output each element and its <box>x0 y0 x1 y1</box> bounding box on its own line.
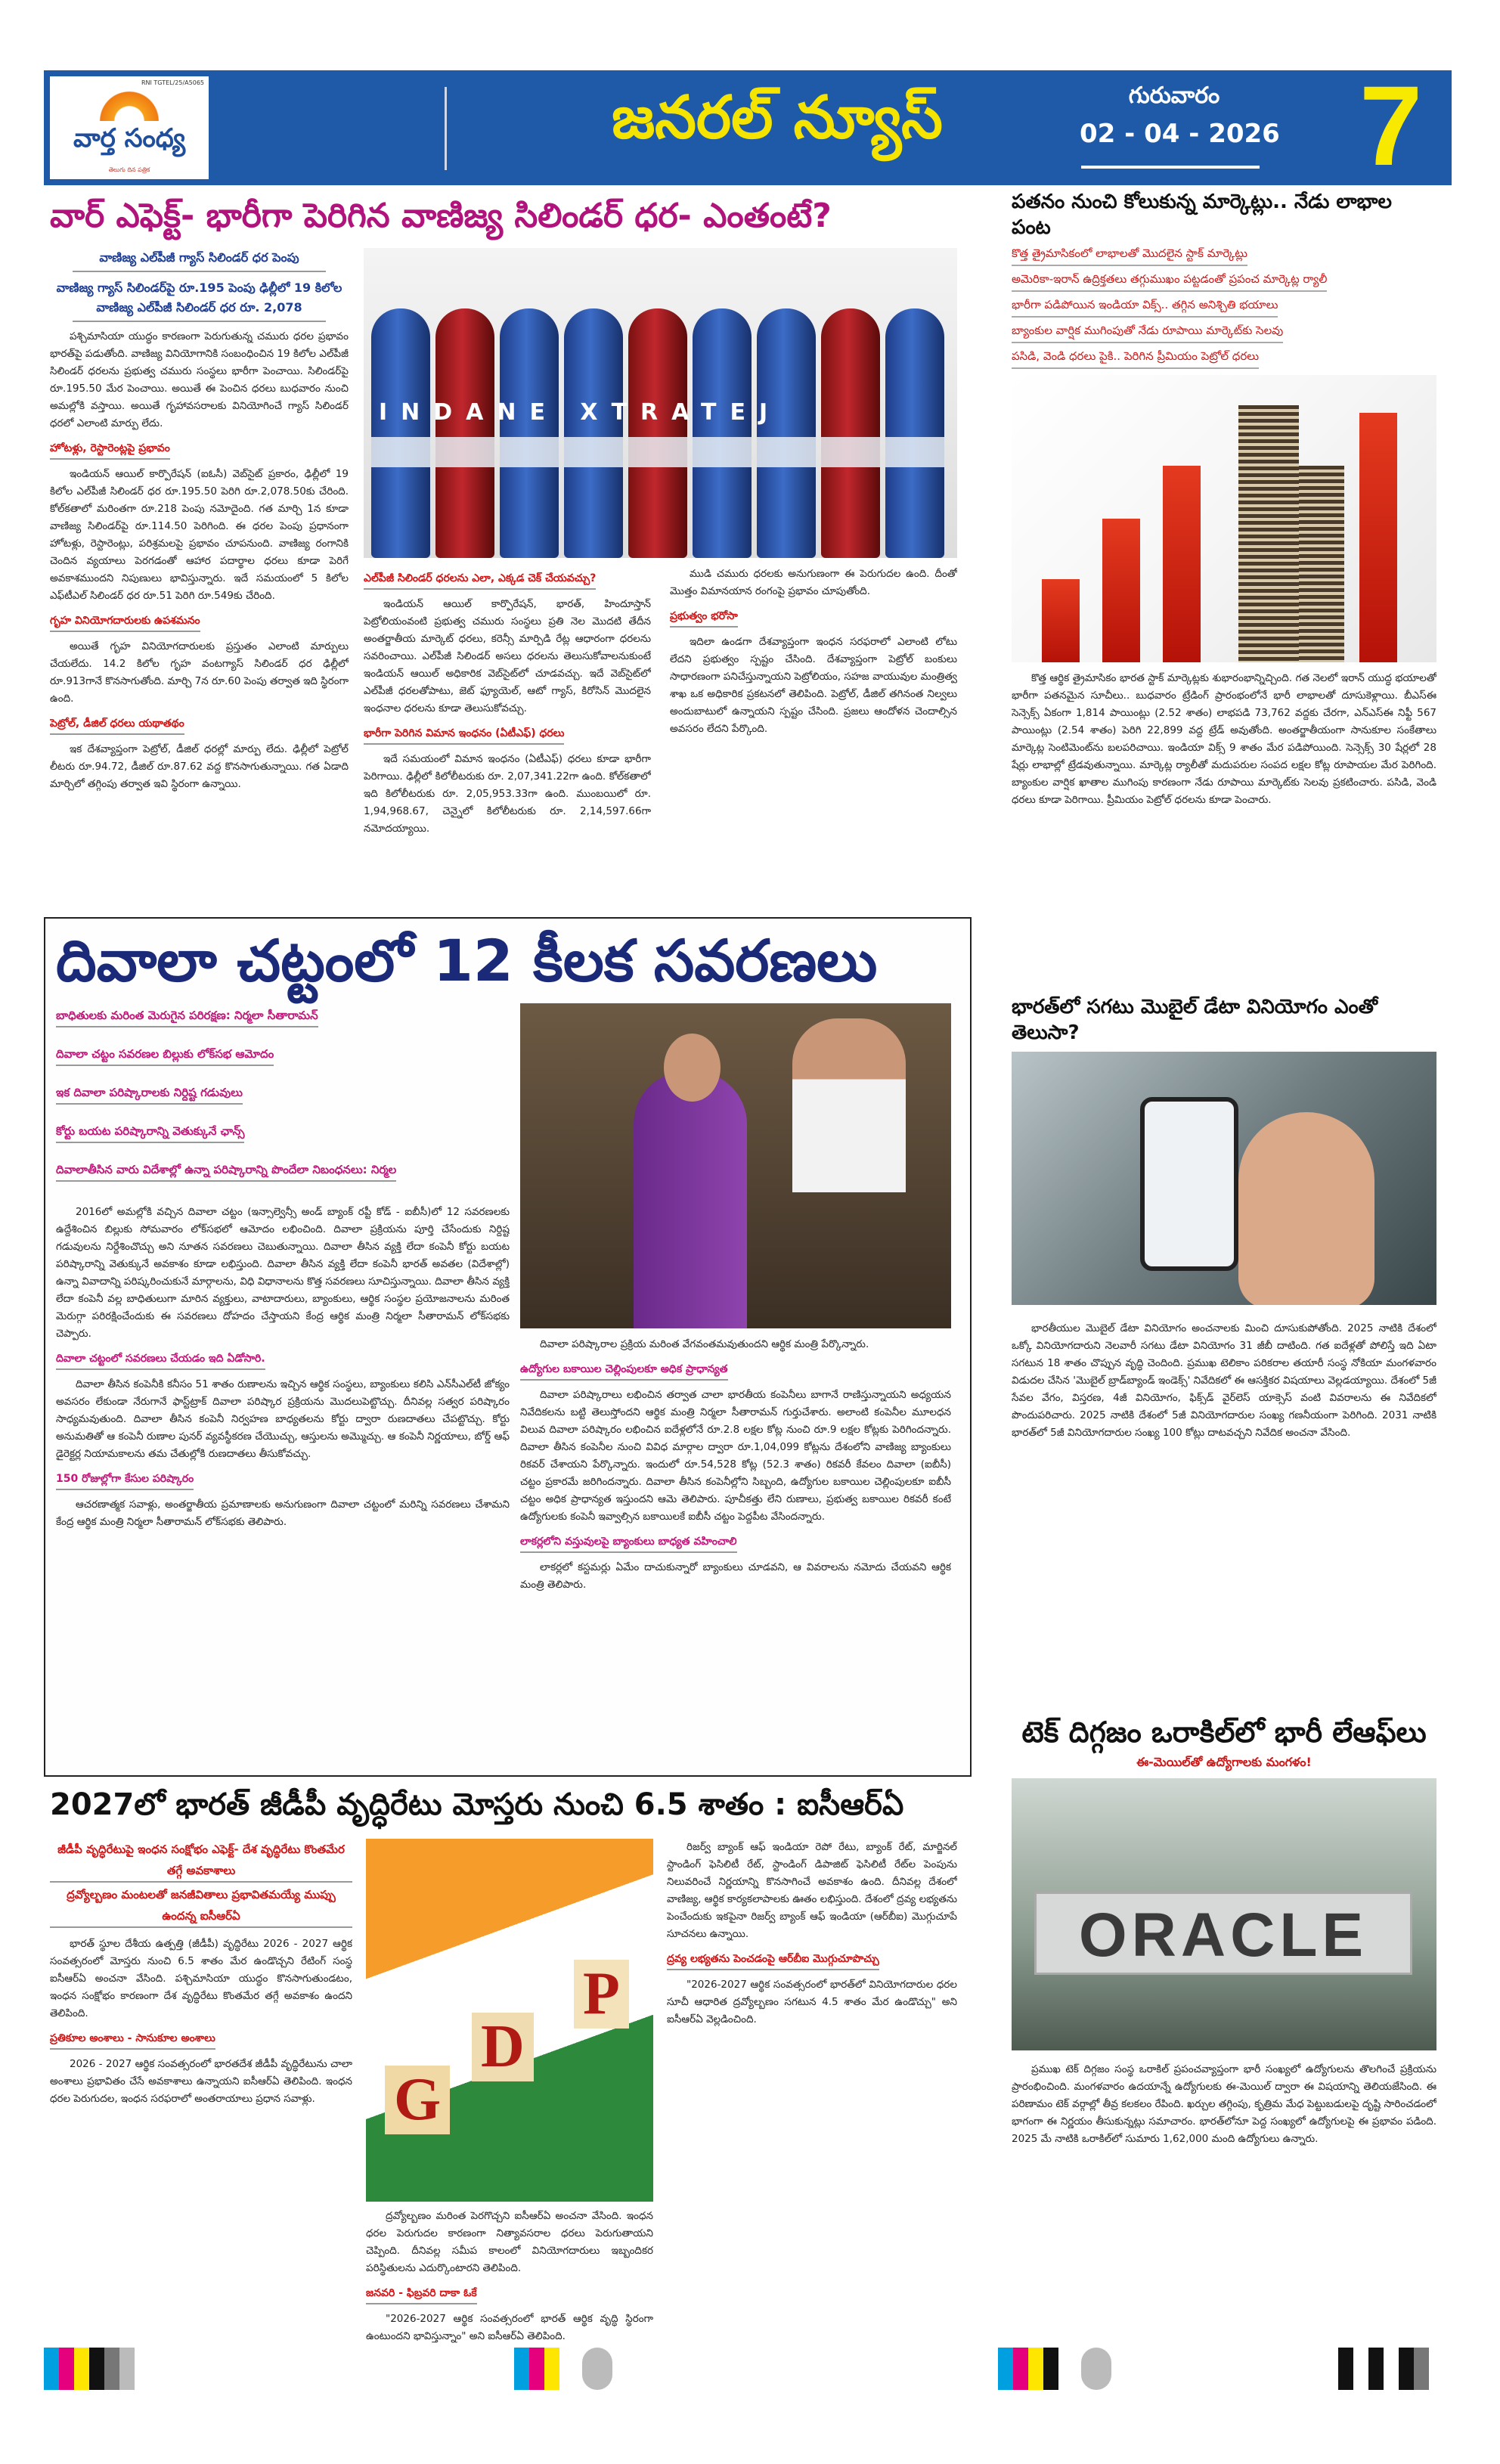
subheading: బాధితులకు మరింత మెరుగైన పరిరక్షణ: నిర్మలా సీతారామన్ <box>56 1003 318 1027</box>
insolvency-column-right <box>520 1336 951 1765</box>
subheading: ఉద్యోగుల బకాయిల చెల్లింపులకూ అధిక ప్రాధాన్యత <box>520 1361 728 1381</box>
arrow-bar-icon <box>1042 579 1080 662</box>
gas-cylinders-photo <box>364 248 957 558</box>
subheading: దివాలా చట్టంలో సవరణలు చేయడం ఇది ఏడోసారి. <box>56 1350 265 1370</box>
logo-name: వార్త సంధ్య <box>73 123 186 153</box>
color-registration-bar <box>998 2348 1111 2390</box>
paragraph: అయితే గృహ వినియోగదారులకు ప్రస్తుతం ఎలాంటి మార్పులు చేయలేదు. 14.2 కిలోల గృహ వంటగ్యాస్ సిలిండర్ ధర ఢిల్లీలో రూ.913గానే కొనసాగుతోంది. మార్చి 7న రూ.60 పెంపు తర్వాత ఇది స్థిరంగా ఉంది. <box>50 640 349 705</box>
member-figure-icon <box>792 1018 906 1192</box>
speaker-head-icon <box>664 1034 721 1102</box>
subheading: ద్రవ్య లభ్యతను పెంచడంపై ఆర్‌బీఐ మొగ్గుచూపొచ్చు <box>667 1951 879 1970</box>
markets-body <box>1012 670 1436 983</box>
paragraph: దివాలా తీసిన కంపెనీకి కనీసం 51 శాతం రుణాలను ఇచ్చిన ఆర్థిక సంస్థలు, బ్యాంకులు కలిసి ఎన్‌సీఎల్‌టీ జోక్యం అవసరం లేకుండా నేరుగానే ఫాస్ట్‌ట్రాక్ దివాలా పరిష్కార ప్రక్రియను మొదలుపెట్టొచ్చు. దీనివల్ల సత్వర పరిష్కారం సాధ్యమవుతుంది. దివాలా తీసిన కంపెనీ నిర్వహణ బాధ్యతలను కోర్టు ద్వారా రుణదాతలు చేపట్టొచ్చు. కోర్టు అనుమతితో ఆ కంపెనీ రుణాల పునర్ వ్యవస్థీకరణ చేయొచ్చు, ఆస్తులను అమ్మొచ్చు. ఆ కంపెనీ నిర్ణయాలు, బోర్డ్ ఆఫ్ డైరెక్టర్ల నియామకాలను తమ చేతుల్లోకి రుణదాతలు తీసుకోవచ్చు. <box>56 1378 510 1460</box>
smartphone-photo <box>1012 1052 1436 1305</box>
paragraph: ఇదే సమయంలో విమాన ఇంధనం (ఏటీఎఫ్) ధరలు కూడా భారీగా పెరిగాయి. ఢిల్లీలో కిలోలీటరుకు రూ. 2,07,341.22గా ఉంది. కోల్‌కతాలో ఇది కిలోలీటరుకు రూ. 2,05,953.33గా ఉంది. ముంబయిలో రూ. 1,94,968.67, చెన్నైలో కిలోలీటరుకు రూ. 2,14,597.66గా నమోదయ్యాయి. <box>364 753 651 835</box>
gdp-headline: 2027లో భారత్ జీడీపీ వృద్ధిరేటు మోస్తరు నుంచి 6.5 శాతం : ఐసీఆర్ఏ <box>50 1787 904 1822</box>
paragraph: ఇండియన్ ఆయిల్ కార్పొరేషన్ (ఐఓసీ) వెబ్‌సైట్ ప్రకారం, ఢిల్లీలో 19 కిలోల ఎల్‌పీజీ సిలిండర్ ధర రూ.195.50 పెరిగి రూ.2,078.50కు చేరింది. కోల్‌కతాలో మరింతగా రూ.218 పెంపు నమోదైంది. గత మార్చి 1న కూడా వాణిజ్య సిలిండర్‌పై రూ.114.50 పెరిగింది. ఈ ధరల పెంపు ప్రధానంగా హోటళ్లు, రెస్టారెంట్లు, పరిశ్రమలపై ప్రభావం చూపనుంది. వాణిజ్య రంగానికి చెందిన వ్యయాలు పెరగడంతో ఆహార పదార్థాల ధరలు కూడా పెరిగే అవకాశముందని నిపుణులు భావిస్తున్నారు. ఇదే సమయంలో 5 కిలోల ఎఫ్‌టీఎల్ సిలిండర్ ధర రూ.51 పెరిగి రూ.549కు చేరింది. <box>50 468 349 602</box>
subheading: భారీగా పడిపోయిన ఇండియా విక్స్.. తగ్గిన అనిశ్చితి భయాలు <box>1012 292 1278 318</box>
oracle-subhead: ఈ-మెయిల్‌తో ఉద్యోగాలకు మంగళం! <box>1136 1755 1312 1769</box>
section-title: జనరల్ న్యూస్ <box>612 84 943 152</box>
hand-icon <box>1238 1112 1374 1305</box>
mobile-body <box>1012 1320 1436 1705</box>
oracle-office-photo <box>1012 1778 1436 2050</box>
paragraph: 2026 - 2027 ఆర్థిక సంవత్సరంలో భారతదేశ జీడీపీ వృద్ధిరేటును చాలా అంశాలు ప్రభావితం చేసే అవకాశాలు ఉన్నాయని ఐసీఆర్ఏ తెలిపింది. ఇంధన ధరల పెరుగుదల, ఇంధన సరఫరాలో అంతరాయాలు ప్రధాన సవాళ్లు. <box>50 2058 352 2105</box>
gdp-column-2 <box>366 2208 653 2344</box>
deck-rule <box>73 321 326 322</box>
paragraph: ముడి చమురు ధరలకు అనుగుణంగా ఈ పెరుగుదల ఉంది. దీంతో మొత్తం విమానయాన రంగంపై ప్రభావం చూపుతోంది. <box>670 568 957 597</box>
insolvency-left <box>56 1003 510 1765</box>
lpg-column-1 <box>50 328 349 910</box>
subheading: కొత్త త్రైమాసికంలో లాభాలతో మొదలైన స్టాక్ మార్కెట్లు <box>1012 240 1247 266</box>
markets-subheads <box>1012 240 1436 369</box>
subheading: కోర్టు బయట పరిష్కారాన్ని వెతుక్కునే ఛాన్స్ <box>56 1119 244 1143</box>
oracle-story <box>1012 1715 1436 2338</box>
insolvency-column-left <box>56 1204 510 1765</box>
newspaper-logo <box>50 76 209 179</box>
oracle-body <box>1012 2061 1436 2338</box>
paragraph: పశ్చిమాసియా యుద్ధం కారణంగా పెరుగుతున్న చమురు ధరల ప్రభావం భారత్‌పై పడుతోంది. వాణిజ్య వినియోగానికి సంబంధించిన 19 కిలోల ఎల్‌పీజీ సిలిండర్ ధరలను ప్రభుత్వ చమురు సంస్థలు భారీగా పెంచాయి. సిలిండర్‌పై రూ.195.50 మేర పెంచాయి. అయితే ఈ పెంచిన ధరలు బుధవారం నుంచి అమల్లోకి వస్తాయి. అయితే గృహావసరాలకు వినియోగించే గ్యాస్ సిలిండర్ ధరలో ఎలాంటి మార్పు లేదు. <box>50 330 349 429</box>
insolvency-story-box <box>44 917 972 1777</box>
weekday: గురువారం <box>1128 82 1220 109</box>
subheading: ఎల్‌పీజీ సిలిండర్ ధరలను ఎలా, ఎక్కడ చెక్ చేయవచ్చు? <box>364 570 596 590</box>
finance-minister-photo <box>520 1003 951 1328</box>
color-registration-bar <box>1338 2348 1429 2390</box>
subheading: లాకర్లలోని వస్తువులపై బ్యాంకులు బాధ్యత వహించాలి <box>520 1533 737 1553</box>
paragraph: ఇండియన్ ఆయిల్ కార్పొరేషన్, భారత్, హిందూస్తాన్ పెట్రోలియంవంటి ప్రభుత్వ చమురు సంస్థలు ప్రతి నెల మొదటి తేదీన అంతర్జాతీయ మార్కెట్ ధరలు, కరెన్సీ మార్పిడి రేట్ల ఆధారంగా ధరలను సవరించాయి. ఎల్‌పీజీ సిలిండర్ అసలు ధరలను తెలుసుకోవాలనుకుంటే ఇండియన్ ఆయిల్ అధికారిక వెబ్‌సైట్‌లో చూడవచ్చు. ఇదే వెబ్‌సైట్‌లో ఎల్‌పీజీ ధరలతోపాటు, జెట్ ఫ్యూయెల్, ఆటో గ్యాస్, కిరోసిన్ మొదలైన ఇంధనాల ధరలను కూడా తెలుసుకోవచ్చు. <box>364 598 651 714</box>
paragraph: ద్రవ్యోల్బణం మరింత పెరగొచ్చని ఐసీఆర్ఏ అంచనా వేసింది. ఇంధన ధరల పెరుగుదల కారణంగా నిత్యావసరాల ధరలు పెరుగుతాయని చెప్పింది. దీనివల్ల సమీప కాలంలో వినియోగదారులు ఇబ్బందికర పరిస్థితులను ఎదుర్కొంటారని తెలిపింది. <box>366 2210 653 2274</box>
paragraph: "2026-2027 ఆర్థిక సంవత్సరంలో భారత్ ఆర్థిక వృద్ధి స్థిరంగా ఉంటుందని భావిస్తున్నాం" అని ఐసీఆర్ఏ తెలిపింది. <box>366 2313 653 2342</box>
mobile-heads <box>1012 994 1436 1046</box>
lpg-decks <box>50 248 349 328</box>
subheading: హోటళ్లు, రెస్టారెంట్లపై ప్రభావం <box>50 440 170 460</box>
oracle-sign: ORACLE <box>1034 1892 1412 1975</box>
subheading: దివాలా చట్టం సవరణల బిల్లుకు లోక్‌సభ ఆమోదం <box>56 1042 274 1066</box>
paragraph: ప్రముఖ టెక్ దిగ్గజం సంస్థ ఒరాకిల్ ప్రపంచవ్యాప్తంగా భారీ సంఖ్యలో ఉద్యోగులను తొలగించే ప్రక్రియను ప్రారంభించింది. మంగళవారం ఉదయాన్నే ఉద్యోగులకు ఈ-మెయిల్ ద్వారా ఈ విషయాన్ని తెలియజేసింది. ఈ పరిణామం టెక్ వర్గాల్లో తీవ్ర కలకలం రేపింది. ఖర్చుల తగ్గింపు, కృత్రిమ మేధ పెట్టుబడులపై దృష్టి సారించడంలో భాగంగా ఈ నిర్ణయం తీసుకున్నట్లు సమాచారం. భారత్‌లోనూ పెద్ద సంఖ్యలో ఉద్యోగులపై ఈ ప్రభావం పడింది. 2025 మే నాటికి ఒరాకిల్‌లో సుమారు 1,62,000 మంది ఉద్యోగులు ఉన్నారు. <box>1012 2063 1436 2145</box>
header-divider <box>445 87 447 170</box>
lpg-body <box>50 248 957 910</box>
building-icon <box>1299 466 1344 662</box>
cylinder-brand-label: INDANE XTRATEJ <box>379 399 782 426</box>
markets-heads <box>1012 189 1436 369</box>
paragraph: దివాలా పరిష్కారాలు లభించిన తర్వాత చాలా భారతీయ కంపెనీలు బాగానే రాణిస్తున్నాయని అధ్యయన నివేదికలను బట్టి తెలుస్తోందని ఆర్థిక మంత్రి నిర్మలా సీతారామన్ గుర్తుచేశారు. అలాంటి కంపెనీల మూలధన విలువ దివాలా పరిష్కారం లభించిన ఐదేళ్లలోనే రూ.2.8 లక్షల కోట్ల నుంచి రూ.9 లక్షల కోట్లకు పెరిగిందన్నారు. దివాలా తీసిన కంపెనీల నుంచి వివిధ మార్గాల ద్వారా రూ.1,04,099 కోట్లను దేశంలోని వాణిజ్య బ్యాంకులు రికవర్ చేశాయని పేర్కొన్నారు. ఇందులో రూ.54,528 కోట్ల (52.3 శాతం) రికవరీ కేవలం దివాలా (ఐబీసీ) చట్టం ప్రకారమే జరిగిందన్నారు. దివాలా తీసిన కంపెనీల్లోని సిబ్బంది, ఉద్యోగుల బకాయిల చెల్లింపులకూ ఐబీసీ చట్టం అధిక ప్రాధాన్యత ఇస్తుందని ఆమె తెలిపారు. పూచీకత్తు లేని రుణాలు, ప్రభుత్వ బకాయిల రికవరీ కంటే ఉద్యోగులకు కంపెనీ ఇవ్వాల్సిన బకాయిలకే ఐబీసీ చట్టం పెద్దపీట వేసిందన్నారు. <box>520 1389 951 1523</box>
insolvency-right <box>520 1003 951 1765</box>
sun-logo-icon <box>95 87 163 121</box>
subheading: జీడీపీ వృద్ధిరేటుపై ఇంధన సంక్షోభం ఎఫెక్ట్- దేశ వృద్ధిరేటు కొంతమేర తగ్గే అవకాశాలు <box>50 1839 352 1883</box>
masthead <box>44 70 1452 185</box>
subheading: బ్యాంకుల వార్షిక ముగింపుతో నేడు రూపాయి మార్కెట్‌కు సెలవు <box>1012 318 1283 343</box>
arrow-bar-icon <box>1163 466 1201 662</box>
subheading: పసిడి, వెండి ధరలు పైకి.. పెరిగిన ప్రీమియం పెట్రోల్ ధరలు <box>1012 343 1259 369</box>
letter-block: D <box>472 2013 534 2081</box>
lpg-right <box>364 248 957 910</box>
paragraph: కొత్త ఆర్థిక త్రైమాసికం భారత స్టాక్ మార్కెట్లకు శుభారంభాన్నిచ్చింది. గత నెలలో ఇరాన్ యుద్ధ భయాలతో భారీగా పతనమైన సూచీలు.. బుధవారం ట్రేడింగ్ ప్రారంభంలోనే భారీ లాభాలతో దూసుకెళ్లాయి. బీఎస్ఈ సెన్సెక్స్ ఏకంగా 1,814 పాయింట్లు (2.52 శాతం) లాభపడి 73,762 వద్దకు చేరగా, ఎన్ఎస్ఈ నిఫ్టీ 567 పాయింట్లు (2.54 శాతం) పెరిగి 22,899 వద్ద ట్రేడ్ అవుతోంది. అంతర్జాతీయంగా సానుకూల సంకేతాలు మార్కెట్ల సెంటిమెంట్‌ను బలపరిచాయి. ఇండియా విక్స్ 9 శాతం మేర పడిపోయింది. సెన్సెక్స్ 30 షేర్లలో 28 షేర్లు లాభాల్లో ట్రేడవుతున్నాయి. మార్కెట్ల ర్యాలీతో మదుపరుల సంపద లక్షల కోట్ల రూపాయల మేర పెరిగింది. బ్యాంకుల వార్షిక ఖాతాల ముగింపు కారణంగా నేడు రూపాయి మార్కెట్‌కు సెలవు ప్రకటించారు. పసిడి, వెండి ధరలు కూడా పెరిగాయి. ప్రీమియం పెట్రోల్ ధరలను కూడా పెంచారు. <box>1012 672 1436 806</box>
subheading: భారీగా పెరిగిన విమాన ఇంధనం (ఏటీఎఫ్) ధరలు <box>364 725 564 745</box>
color-registration-bar <box>514 2348 612 2390</box>
insolvency-subheads <box>56 1003 510 1196</box>
lpg-column-3 <box>670 566 957 910</box>
subheading: గృహ వినియోగదారులకు ఉపశమనం <box>50 612 200 632</box>
letter-block: P <box>574 1960 629 2029</box>
gdp-story <box>50 1786 957 2344</box>
mobile-story <box>1012 994 1436 1705</box>
lpg-story <box>50 195 957 910</box>
registration-number: RNI TGTEL/25/A5065 <box>141 79 204 86</box>
subheading: 150 రోజుల్లోగా కేసుల పరిష్కారం <box>56 1471 194 1490</box>
oracle-heads <box>1012 1715 1436 1771</box>
subheading: దివాలాతీసిన వారు విదేశాల్లో ఉన్నా పరిష్కారాన్ని పొందేలా నిబంధనలు: నిర్మల <box>56 1158 396 1182</box>
paragraph: ఇక దేశవ్యాప్తంగా పెట్రోల్, డీజిల్ ధరల్లో మార్పు లేదు. ఢిల్లీలో పెట్రోల్ లీటరు రూ.94.72, డీజిల్ రూ.87.62 వద్ద కొనసాగుతున్నాయి. గత ఏడాది మార్చిలో తగ్గింపు తర్వాత ఇవి స్థిరంగా ఉన్నాయి. <box>50 743 349 790</box>
markets-story <box>1012 189 1436 983</box>
subheading: జనవరి - ఫిబ్రవరి దాకా ఓకే <box>366 2285 477 2304</box>
issue-date: 02 - 04 - 2026 <box>1080 119 1280 149</box>
gdp-flag-photo <box>366 1839 653 2202</box>
paragraph: "2026-2027 ఆర్థిక సంవత్సరంలో భారత్‌లో వినియోగదారుల ధరల సూచీ ఆధారిత ద్రవ్యోల్బణం సగటున 4.5 శాతం మేర ఉండొచ్చు" అని ఐసీఆర్ఏ వెల్లడించింది. <box>667 1979 957 2025</box>
lpg-deck: వాణిజ్య ఎల్‌పీజీ గ్యాస్ సిలిండర్ ధర పెంపు <box>99 250 299 265</box>
insolvency-body <box>56 1003 959 1765</box>
subheading: పెట్రోల్, డీజిల్ ధరలు యథాతథం <box>50 715 184 735</box>
subheading: ప్రభుత్వం భరోసా <box>670 608 738 628</box>
gdp-decks <box>50 1839 352 1929</box>
paragraph: ఆచరణాత్మక సవాళ్లు, అంతర్జాతీయ ప్రమాణాలకు అనుగుణంగా దివాలా చట్టంలో మరిన్ని సవరణలు చేశామని కేంద్ర ఆర్థిక మంత్రి నిర్మలా సీతారామన్ లోక్‌సభకు తెలిపారు. <box>56 1499 510 1528</box>
color-registration-bar <box>44 2348 135 2390</box>
paragraph: దివాలా పరిష్కారాల ప్రక్రియ మరింత వేగవంతమవుతుందని ఆర్థిక మంత్రి పేర్కొన్నారు. <box>540 1338 869 1350</box>
page-number: 7 <box>1359 70 1423 185</box>
gdp-column-1 <box>50 1936 352 2344</box>
date-underline <box>1081 166 1260 169</box>
markets-headline: పతనం నుంచి కోలుకున్న మార్కెట్లు.. నేడు లాభాల పంట <box>1012 191 1392 239</box>
paragraph: లాకర్లలో కస్టమర్లు ఏమేం దాచుకున్నారో బ్యాంకులు చూడవని, ఆ వివరాలను నమోదు చేయవని ఆర్థిక మంత్రి తెలిపారు. <box>520 1561 951 1591</box>
building-icon <box>1238 405 1299 662</box>
lpg-left <box>50 248 349 910</box>
paragraph: భారత్ స్థూల దేశీయ ఉత్పత్తి (జీడీపీ) వృద్ధిరేటు 2026 - 2027 ఆర్థిక సంవత్సరంలో మోస్తరు నుంచి 6.5 శాతం మేర ఉండొచ్చని రేటింగ్ సంస్థ ఐసీఆర్ఏ అంచనా వేసింది. పశ్చిమాసియా యుద్ధం కొనసాగుతుండటం, ఇంధన సంక్షోభం కారణంగా దేశ వృద్ధిరేటు కొంతమేర తగ్గే అవకాశం ఉందని తెలిపింది. <box>50 1938 352 2019</box>
lpg-deck: వాణిజ్య గ్యాస్ సిలిండర్‌పై రూ.195 పెంపు ఢిల్లీలో 19 కిలోల వాణిజ్య ఎల్‌పీజీ సిలిండర్ ధర రూ. 2,078 <box>56 280 342 315</box>
gdp-middle <box>366 1839 653 2344</box>
gdp-column-3 <box>667 1839 957 2344</box>
gdp-body <box>50 1839 957 2344</box>
paragraph: రిజర్వ్ బ్యాంక్ ఆఫ్ ఇండియా రెపో రేటు, బ్యాంక్ రేట్, మార్జినల్ స్టాండింగ్ ఫెసిలిటీ రేట్, స్టాండింగ్ డిపాజిట్ ఫెసిలిటీ రేట్‌ల పెంపును నిలువరించే నిర్ణయాన్ని కొనసాగించే అవకాశం ఉంది. దీనివల్ల దేశంలో వాణిజ్య, ఆర్థిక కార్యకలాపాలకు ఊతం లభిస్తుంది. దేశంలో ద్రవ్య లభ్యతను పెంచేందుకు ఇకపైనా రిజర్వ్ బ్యాంక్ ఆఫ్ ఇండియా (ఆర్‌బీఐ) మొగ్గుచూపే సూచనలు ఉన్నాయి. <box>667 1841 957 1940</box>
lpg-lower-columns <box>364 566 957 910</box>
subheading: ఇక దివాలా పరిష్కారాలకు నిర్దిష్ట గడువులు <box>56 1080 243 1105</box>
insolvency-headline: దివాలా చట్టంలో 12 కీలక సవరణలు <box>56 927 878 994</box>
paragraph: 2016లో అమల్లోకి వచ్చిన దివాలా చట్టం (ఇన్సాల్వెన్సీ అండ్ బ్యాంక్ రప్టీ కోడ్ - ఐబీసీ)లో 12 సవరణలకు ఉద్దేశించిన బిల్లుకు సోమవారం లోక్‌సభలో ఆమోదం లభించింది. దివాలా ప్రక్రియను పూర్తి చేసేందుకు నిర్దిష్ట గడువులను నిర్దేశించొచ్చు అని నూతన సవరణలు చెబుతున్నాయి. దివాలా తీసిన వ్యక్తి లేదా కంపెనీ కోర్టు బయట పరిష్కారాన్ని వెతుక్కునే అవకాశం కూడా లభిస్తుంది. దివాలా తీసిన వ్యక్తి లేదా కంపెనీ భారత్ అవతల (విదేశాల్లో) ఉన్నా వివాదాన్ని పరిష్కరించుకునే మార్గాలను, విధి విధానాలను కొత్త సవరణలు సూచిస్తున్నాయి. దివాలా తీసిన వ్యక్తి లేదా కంపెనీ వల్ల బాధితులుగా మారిన వ్యక్తులు, వాటాదారులు, బ్యాంకులు, ఆర్థిక సంస్థల ప్రయోజనాలను మరింత మెరుగ్గా పరిరక్షించేందుకు ఈ సవరణలు దోహదం చేస్తాయని కేంద్ర ఆర్థిక మంత్రి నిర్మలా సీతారామన్ లోక్‌సభకు చెప్పారు. <box>56 1206 510 1340</box>
letter-block: G <box>385 2066 450 2134</box>
subheading: ప్రతికూల అంశాలు - సానుకూల అంశాలు <box>50 2030 215 2050</box>
arrow-bar-icon <box>1359 413 1397 662</box>
paragraph: ఇదిలా ఉండగా దేశవ్యాప్తంగా ఇంధన సరఫరాలో ఎలాంటి లోటు లేదని ప్రభుత్వం స్పష్టం చేసింది. దేశవ్యాప్తంగా పెట్రోల్ బంకులు సాధారణంగా పనిచేస్తున్నాయని పెట్రోలియం, సహజ వాయువుల మంత్రిత్వ శాఖ ఒక అధికారిక ప్రకటనలో తెలిపింది. పెట్రోల్, డీజిల్ తగినంత నిల్వలు అందుబాటులో ఉన్నాయని స్పష్టం చేసింది. ప్రజలు ఆందోళన చెందాల్సిన అవసరం లేదని పేర్కొంది. <box>670 636 957 735</box>
arrow-bar-icon <box>1102 519 1140 662</box>
logo-tagline: తెలుగు దిన పత్రిక <box>108 166 150 173</box>
lpg-column-2 <box>364 566 651 910</box>
speaker-figure-icon <box>634 1071 747 1328</box>
phone-icon <box>1140 1097 1238 1271</box>
gdp-left <box>50 1839 352 2344</box>
oracle-headline: టెక్ దిగ్గజం ఒరాకిల్‌లో భారీ లేఆఫ్‌లు <box>1021 1716 1427 1749</box>
mobile-headline: భారత్‌లో సగటు మొబైల్ డేటా వినియోగం ఎంతో తెలుసా? <box>1012 996 1378 1044</box>
paragraph: భారతీయుల మొబైల్ డేటా వినియోగం అంచనాలకు మించి దూసుకుపోతోంది. 2025 నాటికి దేశంలో ఒక్కో వినియోగదారుని నెలవారీ సగటు డేటా వినియోగం 31 జీబీ దాటింది. గత ఐదేళ్లతో పోలిస్తే ఇది ఏటా సగటున 18 శాతం చొప్పున వృద్ధి చెందింది. ప్రముఖ టెలికాం పరికరాల తయారీ సంస్థ నోకియా మంగళవారం విడుదల చేసిన 'మొబైల్ బ్రాడ్‌బ్యాండ్ ఇండెక్స్' నివేదికలో ఈ ఆసక్తికర విషయాలు వెల్లడయ్యాయి. దేశంలో 5జీ సేవల వేగం, విస్తరణ, 4జీ వినియోగం, ఫిక్స్‌డ్ వైర్‌లెస్ యాక్సెస్ వంటి వివరాలను ఈ నివేదికలో పొందుపరిచారు. 2025 నాటికి దేశంలో 5జీ వినియోగదారుల సంఖ్య గణనీయంగా పెరిగింది. 2031 నాటికి భారత్‌లో 5జీ వినియోగదారుల సంఖ్య 100 కోట్లు దాటవచ్చని నివేదిక అంచనా వేసింది. <box>1012 1322 1436 1439</box>
subheading: అమెరికా-ఇరాన్ ఉద్రిక్తతలు తగ్గుముఖం పట్టడంతో ప్రపంచ మార్కెట్ల ర్యాలీ <box>1012 266 1327 292</box>
deck-rule <box>73 271 326 272</box>
stock-market-chart-photo <box>1012 375 1436 662</box>
lpg-headline: వార్ ఎఫెక్ట్- భారీగా పెరిగిన వాణిజ్య సిలిండర్ ధర- ఎంతంటే? <box>50 197 832 235</box>
subheading: ద్రవ్యోల్బణం మంటలతో జనజీవితాలు ప్రభావితమయ్యే ముప్పు ఉందన్న ఐసీఆర్ఏ <box>50 1884 352 1928</box>
